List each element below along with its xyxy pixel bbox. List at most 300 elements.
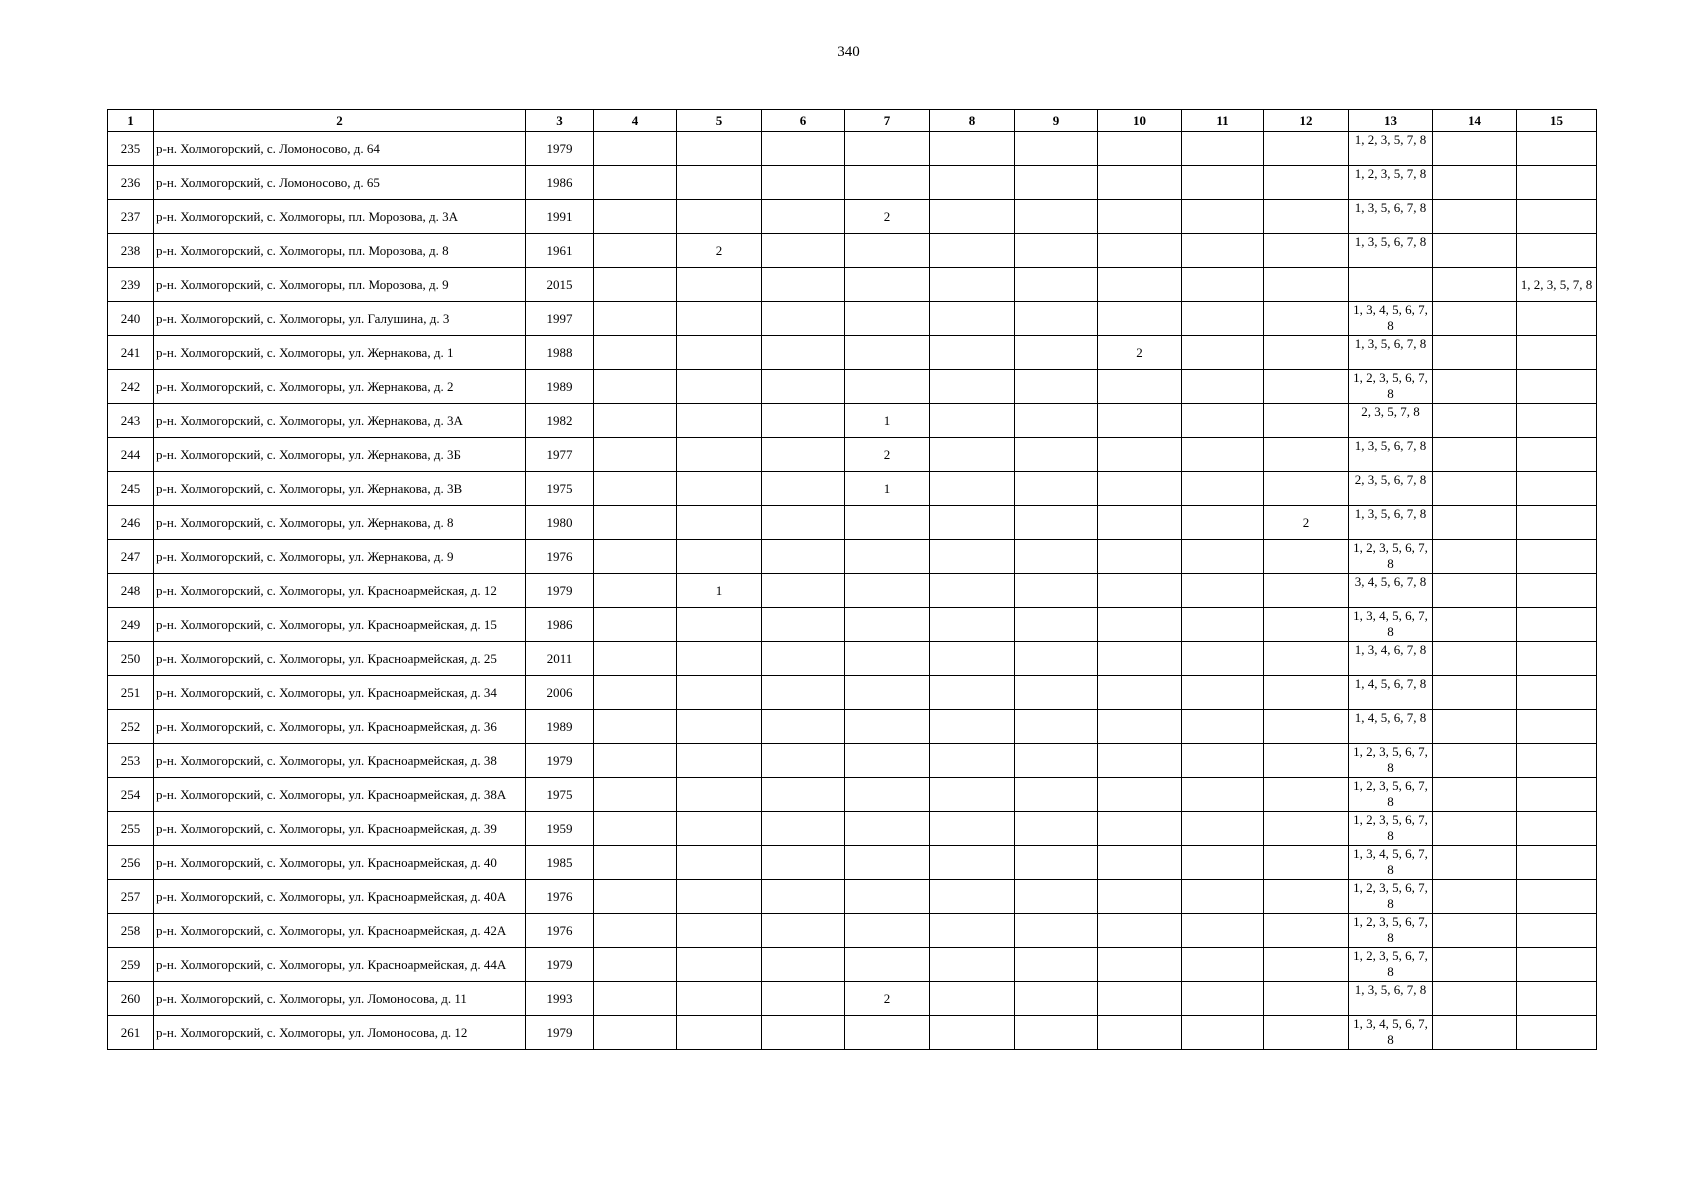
cell-c11 [1182, 370, 1264, 404]
table-row [108, 404, 1597, 438]
row-number-cell: 246 [108, 506, 154, 540]
cell-c5 [677, 642, 762, 676]
column-header-6: 6 [762, 110, 845, 132]
year-cell: 1991 [526, 200, 594, 234]
cell-c5: 1 [677, 574, 762, 608]
cell-c11 [1182, 1016, 1264, 1050]
cell-c15 [1517, 982, 1597, 1016]
row-number-cell: 255 [108, 812, 154, 846]
cell-c15 [1517, 200, 1597, 234]
cell-c10 [1098, 744, 1182, 778]
cell-c12 [1264, 472, 1349, 506]
cell-c10 [1098, 914, 1182, 948]
year-cell: 2011 [526, 642, 594, 676]
cell-c10 [1098, 948, 1182, 982]
cell-c5 [677, 370, 762, 404]
cell-c14 [1433, 438, 1517, 472]
cell-c10 [1098, 438, 1182, 472]
row-number-cell: 259 [108, 948, 154, 982]
cell-c5 [677, 540, 762, 574]
table-row [108, 370, 1597, 404]
cell-c14 [1433, 744, 1517, 778]
address-cell: р-н. Холмогорский, с. Холмогоры, ул. Красноармейская, д. 42А [154, 914, 526, 948]
cell-c10 [1098, 540, 1182, 574]
cell-c6 [762, 574, 845, 608]
cell-c15 [1517, 132, 1597, 166]
cell-c4 [594, 914, 677, 948]
cell-c13: 1, 3, 5, 6, 7, 8 [1349, 200, 1433, 234]
cell-c15 [1517, 166, 1597, 200]
cell-c5 [677, 948, 762, 982]
cell-c4 [594, 744, 677, 778]
cell-c6 [762, 302, 845, 336]
address-cell: р-н. Холмогорский, с. Холмогоры, ул. Жернакова, д. 3А [154, 404, 526, 438]
cell-c6 [762, 846, 845, 880]
cell-c13: 1, 2, 3, 5, 6, 7, 8 [1349, 812, 1433, 846]
cell-c11 [1182, 710, 1264, 744]
cell-c10 [1098, 200, 1182, 234]
cell-c14 [1433, 166, 1517, 200]
cell-c6 [762, 778, 845, 812]
cell-c15 [1517, 744, 1597, 778]
cell-c8 [930, 914, 1015, 948]
cell-c4 [594, 438, 677, 472]
row-number-cell: 238 [108, 234, 154, 268]
address-cell: р-н. Холмогорский, с. Холмогоры, ул. Красноармейская, д. 12 [154, 574, 526, 608]
row-number-cell: 241 [108, 336, 154, 370]
cell-c11 [1182, 302, 1264, 336]
table-row [108, 336, 1597, 370]
cell-c12 [1264, 812, 1349, 846]
cell-c12 [1264, 438, 1349, 472]
cell-c11 [1182, 812, 1264, 846]
cell-c13: 1, 3, 4, 5, 6, 7, 8 [1349, 608, 1433, 642]
year-cell: 1979 [526, 132, 594, 166]
cell-c4 [594, 642, 677, 676]
cell-c11 [1182, 574, 1264, 608]
table-row [108, 200, 1597, 234]
cell-c13: 2, 3, 5, 7, 8 [1349, 404, 1433, 438]
cell-c4 [594, 268, 677, 302]
year-cell: 1988 [526, 336, 594, 370]
cell-c5 [677, 914, 762, 948]
cell-c7 [845, 540, 930, 574]
cell-c13: 1, 3, 5, 6, 7, 8 [1349, 336, 1433, 370]
cell-c11 [1182, 778, 1264, 812]
cell-c15 [1517, 1016, 1597, 1050]
cell-c11 [1182, 948, 1264, 982]
table-row [108, 132, 1597, 166]
cell-c5 [677, 778, 762, 812]
cell-c9 [1015, 234, 1098, 268]
row-number-cell: 250 [108, 642, 154, 676]
cell-c9 [1015, 302, 1098, 336]
cell-c12 [1264, 234, 1349, 268]
cell-c6 [762, 506, 845, 540]
row-number-cell: 258 [108, 914, 154, 948]
header-row [108, 110, 1597, 132]
cell-c15 [1517, 574, 1597, 608]
cell-c10 [1098, 676, 1182, 710]
column-header-7: 7 [845, 110, 930, 132]
cell-c14 [1433, 812, 1517, 846]
cell-c9 [1015, 608, 1098, 642]
cell-c9 [1015, 846, 1098, 880]
cell-c4 [594, 982, 677, 1016]
cell-c5 [677, 608, 762, 642]
year-cell: 1986 [526, 166, 594, 200]
address-cell: р-н. Холмогорский, с. Холмогоры, ул. Жернакова, д. 8 [154, 506, 526, 540]
cell-c6 [762, 132, 845, 166]
row-number-cell: 237 [108, 200, 154, 234]
cell-c4 [594, 370, 677, 404]
cell-c15 [1517, 234, 1597, 268]
cell-c11 [1182, 744, 1264, 778]
table-row [108, 744, 1597, 778]
cell-c8 [930, 506, 1015, 540]
cell-c14 [1433, 234, 1517, 268]
cell-c12 [1264, 302, 1349, 336]
cell-c12 [1264, 132, 1349, 166]
column-header-5: 5 [677, 110, 762, 132]
address-cell: р-н. Холмогорский, с. Ломоносово, д. 65 [154, 166, 526, 200]
row-number-cell: 257 [108, 880, 154, 914]
year-cell: 1976 [526, 914, 594, 948]
cell-c12 [1264, 404, 1349, 438]
cell-c10 [1098, 404, 1182, 438]
cell-c6 [762, 472, 845, 506]
row-number-cell: 235 [108, 132, 154, 166]
table-row [108, 1016, 1597, 1050]
column-header-14: 14 [1433, 110, 1517, 132]
cell-c8 [930, 540, 1015, 574]
cell-c13: 1, 3, 4, 5, 6, 7, 8 [1349, 846, 1433, 880]
cell-c12 [1264, 744, 1349, 778]
cell-c15 [1517, 778, 1597, 812]
cell-c8 [930, 472, 1015, 506]
cell-c8 [930, 302, 1015, 336]
column-header-4: 4 [594, 110, 677, 132]
cell-c8 [930, 1016, 1015, 1050]
cell-c7: 1 [845, 472, 930, 506]
cell-c13: 1, 3, 5, 6, 7, 8 [1349, 982, 1433, 1016]
row-number-cell: 244 [108, 438, 154, 472]
cell-c5 [677, 846, 762, 880]
cell-c13: 1, 2, 3, 5, 6, 7, 8 [1349, 540, 1433, 574]
cell-c12 [1264, 540, 1349, 574]
cell-c15 [1517, 472, 1597, 506]
cell-c12 [1264, 676, 1349, 710]
cell-c14 [1433, 268, 1517, 302]
cell-c11 [1182, 404, 1264, 438]
cell-c12 [1264, 982, 1349, 1016]
cell-c6 [762, 268, 845, 302]
cell-c13: 1, 3, 4, 5, 6, 7, 8 [1349, 302, 1433, 336]
table-row [108, 778, 1597, 812]
cell-c10 [1098, 642, 1182, 676]
cell-c4 [594, 506, 677, 540]
year-cell: 1989 [526, 710, 594, 744]
cell-c5 [677, 268, 762, 302]
address-cell: р-н. Холмогорский, с. Холмогоры, ул. Красноармейская, д. 36 [154, 710, 526, 744]
year-cell: 1982 [526, 404, 594, 438]
cell-c14 [1433, 710, 1517, 744]
address-cell: р-н. Холмогорский, с. Холмогоры, ул. Жернакова, д. 1 [154, 336, 526, 370]
cell-c7: 2 [845, 200, 930, 234]
cell-c7 [845, 302, 930, 336]
table-row [108, 846, 1597, 880]
cell-c12 [1264, 336, 1349, 370]
cell-c12 [1264, 574, 1349, 608]
cell-c15 [1517, 438, 1597, 472]
cell-c12 [1264, 846, 1349, 880]
cell-c8 [930, 948, 1015, 982]
cell-c7 [845, 370, 930, 404]
cell-c10 [1098, 370, 1182, 404]
cell-c14 [1433, 608, 1517, 642]
cell-c4 [594, 336, 677, 370]
cell-c7 [845, 778, 930, 812]
cell-c9 [1015, 574, 1098, 608]
cell-c6 [762, 370, 845, 404]
cell-c9 [1015, 370, 1098, 404]
cell-c14 [1433, 370, 1517, 404]
cell-c11 [1182, 336, 1264, 370]
cell-c13: 1, 2, 3, 5, 6, 7, 8 [1349, 370, 1433, 404]
cell-c15 [1517, 404, 1597, 438]
address-cell: р-н. Холмогорский, с. Холмогоры, ул. Красноармейская, д. 40А [154, 880, 526, 914]
cell-c15 [1517, 370, 1597, 404]
table-row [108, 472, 1597, 506]
cell-c13: 1, 2, 3, 5, 6, 7, 8 [1349, 880, 1433, 914]
address-cell: р-н. Холмогорский, с. Холмогоры, пл. Морозова, д. 8 [154, 234, 526, 268]
table-row [108, 812, 1597, 846]
cell-c13: 1, 3, 4, 6, 7, 8 [1349, 642, 1433, 676]
cell-c9 [1015, 200, 1098, 234]
row-number-cell: 251 [108, 676, 154, 710]
cell-c9 [1015, 540, 1098, 574]
year-cell: 1979 [526, 948, 594, 982]
year-cell: 1979 [526, 574, 594, 608]
cell-c5 [677, 302, 762, 336]
column-header-1: 1 [108, 110, 154, 132]
column-header-13: 13 [1349, 110, 1433, 132]
cell-c14 [1433, 778, 1517, 812]
cell-c8 [930, 982, 1015, 1016]
cell-c5 [677, 472, 762, 506]
cell-c5 [677, 200, 762, 234]
cell-c8 [930, 370, 1015, 404]
cell-c8 [930, 404, 1015, 438]
address-cell: р-н. Холмогорский, с. Ломоносово, д. 64 [154, 132, 526, 166]
cell-c8 [930, 676, 1015, 710]
cell-c13: 1, 3, 5, 6, 7, 8 [1349, 506, 1433, 540]
year-cell: 1959 [526, 812, 594, 846]
row-number-cell: 247 [108, 540, 154, 574]
table-row [108, 506, 1597, 540]
cell-c13: 1, 4, 5, 6, 7, 8 [1349, 676, 1433, 710]
cell-c9 [1015, 336, 1098, 370]
cell-c10 [1098, 880, 1182, 914]
cell-c8 [930, 744, 1015, 778]
column-header-11: 11 [1182, 110, 1264, 132]
year-cell: 1997 [526, 302, 594, 336]
cell-c7 [845, 1016, 930, 1050]
cell-c5 [677, 438, 762, 472]
address-cell: р-н. Холмогорский, с. Холмогоры, ул. Жернакова, д. 3В [154, 472, 526, 506]
table-row [108, 166, 1597, 200]
cell-c8 [930, 880, 1015, 914]
cell-c15 [1517, 642, 1597, 676]
cell-c13: 1, 2, 3, 5, 6, 7, 8 [1349, 948, 1433, 982]
cell-c8 [930, 166, 1015, 200]
cell-c11 [1182, 982, 1264, 1016]
cell-c14 [1433, 982, 1517, 1016]
cell-c13: 1, 2, 3, 5, 6, 7, 8 [1349, 744, 1433, 778]
cell-c10 [1098, 132, 1182, 166]
cell-c15 [1517, 540, 1597, 574]
cell-c10 [1098, 710, 1182, 744]
cell-c13: 1, 3, 4, 5, 6, 7, 8 [1349, 1016, 1433, 1050]
row-number-cell: 239 [108, 268, 154, 302]
cell-c10 [1098, 982, 1182, 1016]
cell-c4 [594, 778, 677, 812]
address-cell: р-н. Холмогорский, с. Холмогоры, ул. Красноармейская, д. 25 [154, 642, 526, 676]
cell-c14 [1433, 1016, 1517, 1050]
cell-c9 [1015, 166, 1098, 200]
cell-c13: 1, 2, 3, 5, 6, 7, 8 [1349, 914, 1433, 948]
cell-c6 [762, 608, 845, 642]
cell-c7 [845, 676, 930, 710]
cell-c15 [1517, 948, 1597, 982]
cell-c15: 1, 2, 3, 5, 7, 8 [1517, 268, 1597, 302]
cell-c14 [1433, 540, 1517, 574]
cell-c12 [1264, 710, 1349, 744]
cell-c6 [762, 914, 845, 948]
cell-c14 [1433, 914, 1517, 948]
table-row [108, 438, 1597, 472]
cell-c12 [1264, 166, 1349, 200]
cell-c9 [1015, 642, 1098, 676]
year-cell: 1977 [526, 438, 594, 472]
cell-c7 [845, 642, 930, 676]
cell-c11 [1182, 438, 1264, 472]
cell-c15 [1517, 914, 1597, 948]
cell-c7 [845, 506, 930, 540]
cell-c7 [845, 132, 930, 166]
cell-c6 [762, 336, 845, 370]
cell-c12 [1264, 200, 1349, 234]
cell-c12 [1264, 642, 1349, 676]
cell-c9 [1015, 710, 1098, 744]
row-number-cell: 243 [108, 404, 154, 438]
year-cell: 1975 [526, 472, 594, 506]
cell-c6 [762, 540, 845, 574]
cell-c14 [1433, 132, 1517, 166]
cell-c12 [1264, 914, 1349, 948]
cell-c9 [1015, 268, 1098, 302]
cell-c8 [930, 778, 1015, 812]
page-number: 340 [837, 44, 860, 60]
cell-c9 [1015, 812, 1098, 846]
cell-c11 [1182, 268, 1264, 302]
address-cell: р-н. Холмогорский, с. Холмогоры, ул. Красноармейская, д. 15 [154, 608, 526, 642]
year-cell: 1985 [526, 846, 594, 880]
table-row [108, 948, 1597, 982]
year-cell: 1961 [526, 234, 594, 268]
cell-c4 [594, 574, 677, 608]
cell-c15 [1517, 676, 1597, 710]
cell-c12 [1264, 778, 1349, 812]
cell-c9 [1015, 676, 1098, 710]
row-number-cell: 242 [108, 370, 154, 404]
cell-c4 [594, 302, 677, 336]
cell-c9 [1015, 948, 1098, 982]
cell-c4 [594, 404, 677, 438]
cell-c6 [762, 404, 845, 438]
cell-c14 [1433, 574, 1517, 608]
cell-c4 [594, 540, 677, 574]
column-header-12: 12 [1264, 110, 1349, 132]
address-cell: р-н. Холмогорский, с. Холмогоры, ул. Красноармейская, д. 44А [154, 948, 526, 982]
cell-c7 [845, 234, 930, 268]
cell-c9 [1015, 506, 1098, 540]
cell-c10 [1098, 234, 1182, 268]
cell-c4 [594, 166, 677, 200]
table-row [108, 608, 1597, 642]
cell-c10 [1098, 574, 1182, 608]
row-number-cell: 260 [108, 982, 154, 1016]
address-cell: р-н. Холмогорский, с. Холмогоры, ул. Красноармейская, д. 38 [154, 744, 526, 778]
cell-c5 [677, 1016, 762, 1050]
cell-c7 [845, 574, 930, 608]
cell-c8 [930, 438, 1015, 472]
cell-c8 [930, 336, 1015, 370]
cell-c11 [1182, 506, 1264, 540]
cell-c5 [677, 710, 762, 744]
cell-c8 [930, 268, 1015, 302]
cell-c10 [1098, 268, 1182, 302]
table-row [108, 234, 1597, 268]
cell-c12 [1264, 880, 1349, 914]
table-row [108, 982, 1597, 1016]
cell-c15 [1517, 302, 1597, 336]
cell-c12 [1264, 268, 1349, 302]
cell-c4 [594, 710, 677, 744]
cell-c4 [594, 608, 677, 642]
cell-c6 [762, 234, 845, 268]
cell-c11 [1182, 846, 1264, 880]
cell-c11 [1182, 540, 1264, 574]
table-row [108, 642, 1597, 676]
cell-c11 [1182, 914, 1264, 948]
cell-c10 [1098, 302, 1182, 336]
cell-c10 [1098, 506, 1182, 540]
cell-c12 [1264, 1016, 1349, 1050]
cell-c7 [845, 608, 930, 642]
year-cell: 2015 [526, 268, 594, 302]
cell-c14 [1433, 472, 1517, 506]
table-row [108, 676, 1597, 710]
cell-c9 [1015, 744, 1098, 778]
year-cell: 1993 [526, 982, 594, 1016]
cell-c14 [1433, 846, 1517, 880]
cell-c6 [762, 642, 845, 676]
cell-c8 [930, 846, 1015, 880]
address-cell: р-н. Холмогорский, с. Холмогоры, пл. Морозова, д. 9 [154, 268, 526, 302]
cell-c7 [845, 880, 930, 914]
cell-c6 [762, 676, 845, 710]
